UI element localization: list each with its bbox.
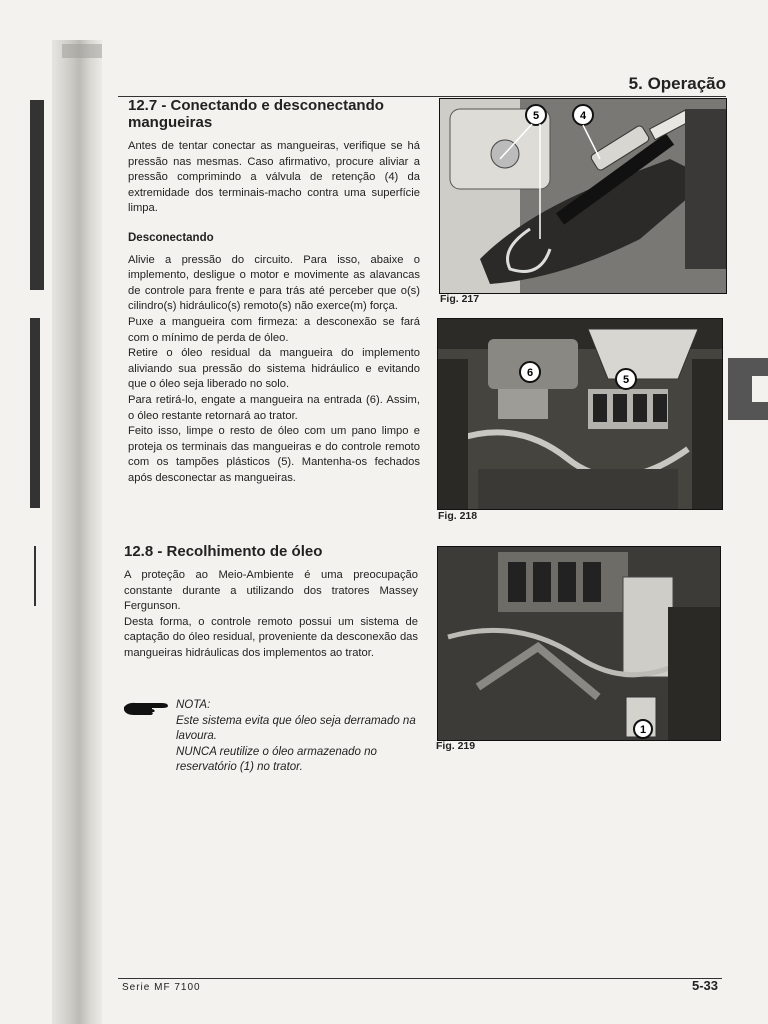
paragraph: Feito isso, limpe o resto de óleo com um pano limpo e proteja os terminais das mangueiras e do controle remoto com os tampões plásticos (5). Mantenha-os fechados após desconectar as mangueiras. xyxy=(128,425,420,484)
footer-series: Serie MF 7100 xyxy=(122,982,201,993)
section-header: 5. Operação xyxy=(628,74,726,93)
note-line: NUNCA reutilize o óleo armazenado no reservatório (1) no trator. xyxy=(176,745,377,774)
remote-control-valves-illustration xyxy=(438,319,722,509)
paragraph: Retire o óleo residual da mangueira do implemento aliviando sua pressão do sistema hidráulico e evitando que o óleo seja liberado no solo. xyxy=(128,347,420,391)
subheading-desconectando: Desconectando xyxy=(128,231,214,244)
note-label: NOTA: xyxy=(176,699,211,711)
edge-mark xyxy=(30,100,44,290)
figure-caption: Fig. 218 xyxy=(438,510,478,522)
paragraph: Desta forma, o controle remoto possui um sistema de captação do óleo residual, proveniente da desconexão das mangueiras hidráulicas dos implementos ao trator. xyxy=(124,615,418,659)
chapter-tab xyxy=(728,358,768,420)
page-binding-shadow xyxy=(52,40,102,1024)
binding-top-shadow xyxy=(62,44,102,58)
section-12-7 xyxy=(128,97,420,486)
callout-4: 4 xyxy=(579,110,587,122)
callout-5: 5 xyxy=(622,374,630,386)
hose-coupling-illustration xyxy=(440,99,726,293)
note-text xyxy=(176,698,422,776)
page-number: 5-33 xyxy=(691,978,718,993)
callout-5: 5 xyxy=(532,110,540,122)
oil-reservoir-illustration xyxy=(438,547,720,740)
figure-219-photo xyxy=(437,546,721,741)
figure-caption: Fig. 217 xyxy=(440,293,480,305)
section-title: 12.7 - Conectando e desconectando mangueiras xyxy=(128,97,384,131)
callout-6: 6 xyxy=(526,367,534,379)
note-line: Este sistema evita que óleo seja derramado na lavoura. xyxy=(176,714,416,743)
section-12-8 xyxy=(124,543,418,662)
figure-218-photo xyxy=(437,318,723,510)
paragraph: Para retirá-lo, engate a mangueira na entrada (6). Assim, o óleo restante retornará ao trator. xyxy=(128,393,420,422)
figure-caption: Fig. 219 xyxy=(436,740,476,752)
figure-217-photo xyxy=(439,98,727,294)
intro-paragraph: Antes de tentar conectar as mangueiras, verifique se há pressão nas mesmas. Caso afirmativo, procure aliviar a pressão comprimindo a válvula de retenção (4) da extremidade dos terminais-macho contra uma superfície limpa. xyxy=(128,140,420,215)
paragraph: Alivie a pressão do circuito. Para isso, abaixe o implemento, desligue o motor e movimente as alavancas de controle para frente e para trás até perceber que o(s) cilindro(s) hidráulico(s) remoto(s) não exerce(m) força. xyxy=(128,253,420,313)
footer-rule xyxy=(118,978,722,979)
section-title: 12.8 - Recolhimento de óleo xyxy=(124,543,323,560)
paragraph: Puxe a mangueira com firmeza: a desconexão se fará com o mínimo de perda de óleo. xyxy=(128,315,420,344)
paragraph: A proteção ao Meio-Ambiente é uma preocupação constante durante a utilizando dos tratores Massey Fergunson. xyxy=(124,569,418,613)
callout-1: 1 xyxy=(639,724,647,736)
pointing-hand-icon xyxy=(122,698,176,718)
edge-mark xyxy=(30,318,40,508)
edge-mark xyxy=(34,546,36,606)
